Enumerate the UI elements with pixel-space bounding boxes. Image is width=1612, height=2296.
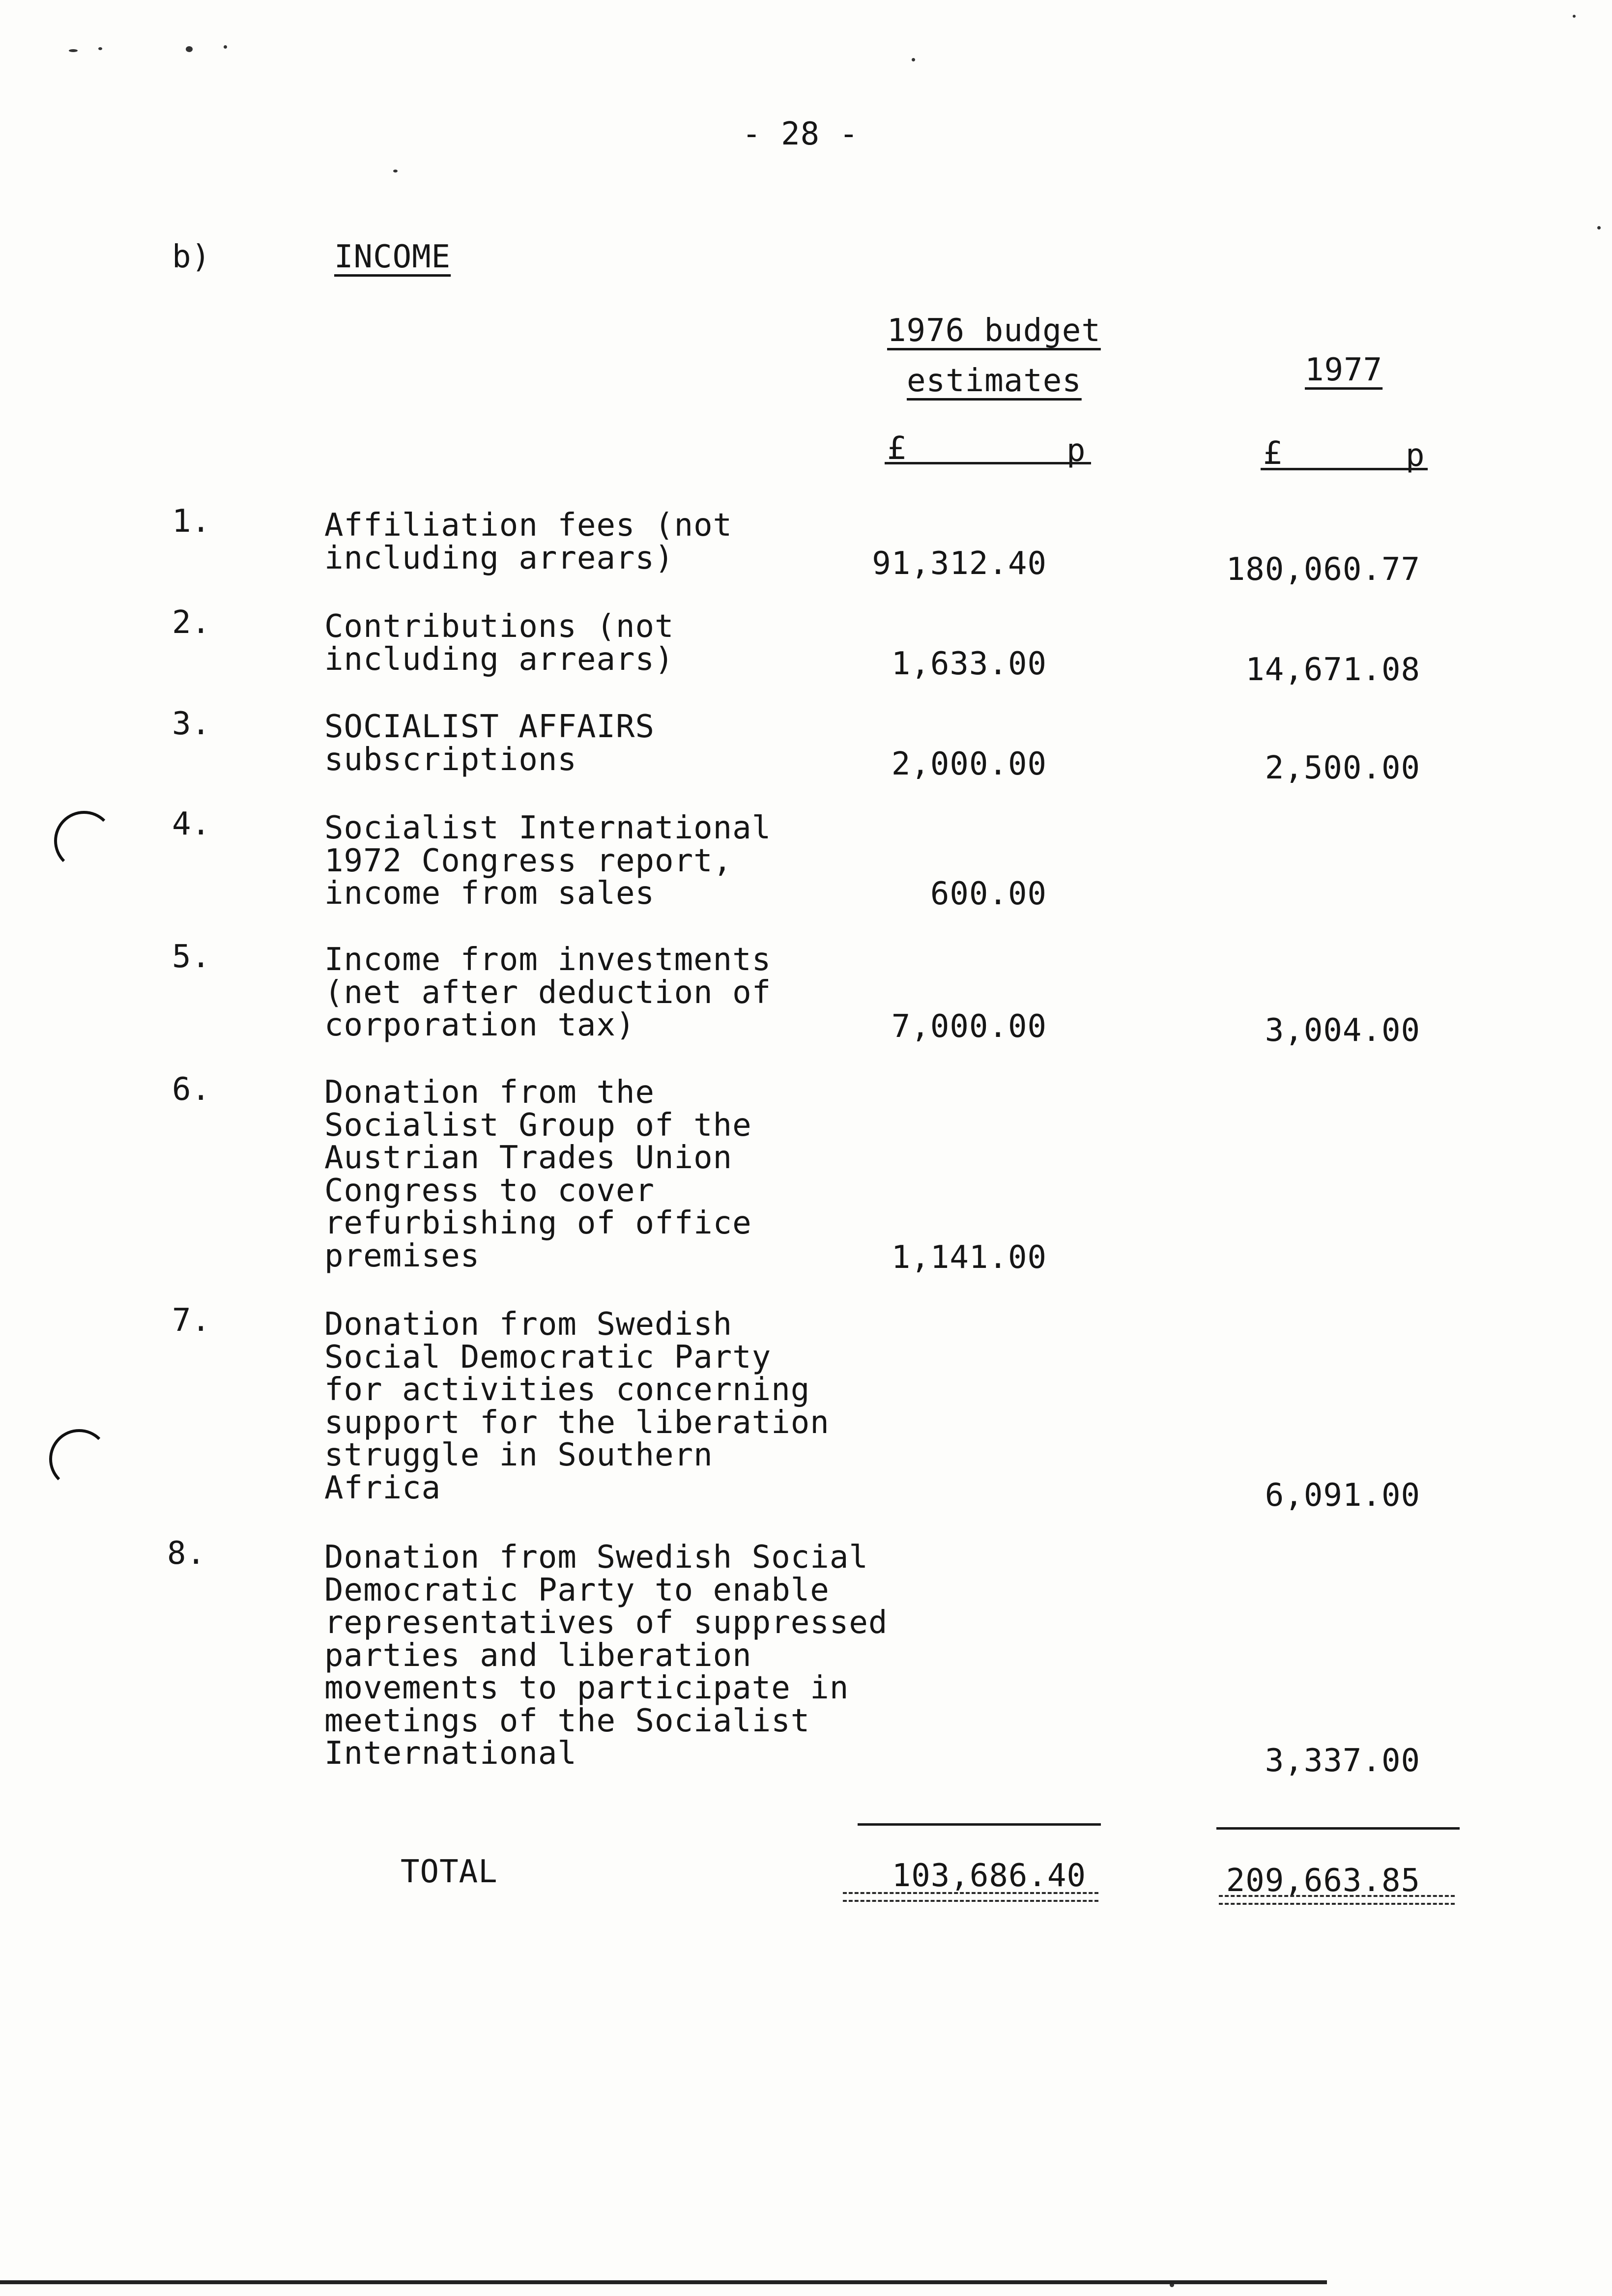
- scan-speck: [98, 47, 102, 50]
- col2-header: 1977: [1305, 352, 1383, 388]
- scan-speck: [393, 170, 398, 172]
- item-description: Affiliation fees (not including arrears): [324, 507, 733, 576]
- col1-total-double-rule: [843, 1892, 1098, 1902]
- item-value-1976: 91,312.40: [872, 545, 1047, 582]
- col1-header-line2: estimates: [907, 363, 1082, 399]
- item-value-1976: 2,000.00: [891, 746, 1047, 782]
- scan-speck: [1597, 226, 1601, 230]
- item-number: 8.: [167, 1535, 206, 1572]
- page-number: - 28 -: [742, 116, 859, 152]
- item-value-1977: 180,060.77: [1226, 551, 1420, 588]
- item-description: Donation from the Socialist Group of the Austrian Trades Union Congress to cover refurbishing of office premises: [324, 1074, 752, 1274]
- item-value-1976: 1,141.00: [891, 1239, 1047, 1276]
- item-number: 1.: [172, 503, 211, 540]
- item-description: Donation from Swedish Social Democratic Party to enable representatives of suppressed parties and liberation movements to participate in meetings of the Socialist International: [324, 1539, 888, 1772]
- item-description: Donation from Swedish Social Democratic Party for activities concerning support for the liberation struggle in Southern Africa: [324, 1306, 830, 1506]
- margin-punch-mark: [54, 811, 114, 871]
- item-number: 7.: [172, 1302, 211, 1339]
- col2-units-rule: [1261, 468, 1428, 470]
- item-number: 6.: [172, 1071, 211, 1108]
- col1-units-pound: £: [887, 430, 907, 467]
- margin-punch-mark: [49, 1429, 109, 1489]
- section-letter: b): [172, 239, 211, 275]
- col2-total-rule: [1216, 1827, 1460, 1830]
- col2-total-double-rule: [1219, 1895, 1455, 1905]
- total-label: TOTAL: [401, 1854, 498, 1890]
- col2-units-pound: £: [1263, 435, 1283, 472]
- section-title: INCOME: [334, 239, 451, 275]
- page-bottom-edge: [0, 2280, 1327, 2284]
- item-value-1977: 3,004.00: [1265, 1012, 1420, 1049]
- item-value-1976: 1,633.00: [891, 646, 1047, 682]
- item-number: 5.: [172, 939, 211, 975]
- item-description: Income from investments (net after deduction of corporation tax): [324, 942, 772, 1043]
- item-value-1977: 3,337.00: [1265, 1743, 1420, 1779]
- item-value-1976: 600.00: [930, 876, 1047, 912]
- col2-units-pence: p: [1406, 437, 1425, 474]
- scan-speck: [224, 45, 227, 49]
- scan-speck: [912, 58, 915, 61]
- item-value-1977: 14,671.08: [1245, 652, 1420, 688]
- col1-units-rule: [885, 462, 1091, 464]
- item-number: 3.: [172, 706, 211, 742]
- total-value-1976: 103,686.40: [892, 1858, 1086, 1894]
- item-number: 4.: [172, 806, 211, 842]
- col1-units-pence: p: [1066, 432, 1086, 469]
- scan-speck: [186, 46, 193, 52]
- item-value-1977: 6,091.00: [1265, 1477, 1420, 1514]
- col1-header-line1: 1976 budget: [887, 313, 1101, 349]
- item-number: 2.: [172, 604, 211, 641]
- item-description: Contributions (not including arrears): [324, 608, 674, 678]
- item-description: SOCIALIST AFFAIRS subscriptions: [324, 709, 655, 778]
- col1-total-rule: [858, 1823, 1101, 1826]
- scan-speck: [1573, 15, 1576, 18]
- item-description: Socialist International 1972 Congress report, income from sales: [324, 810, 772, 912]
- total-value-1977: 209,663.85: [1226, 1863, 1420, 1899]
- item-value-1977: 2,500.00: [1265, 750, 1420, 786]
- scan-speck: [69, 49, 78, 52]
- item-value-1976: 7,000.00: [891, 1008, 1047, 1045]
